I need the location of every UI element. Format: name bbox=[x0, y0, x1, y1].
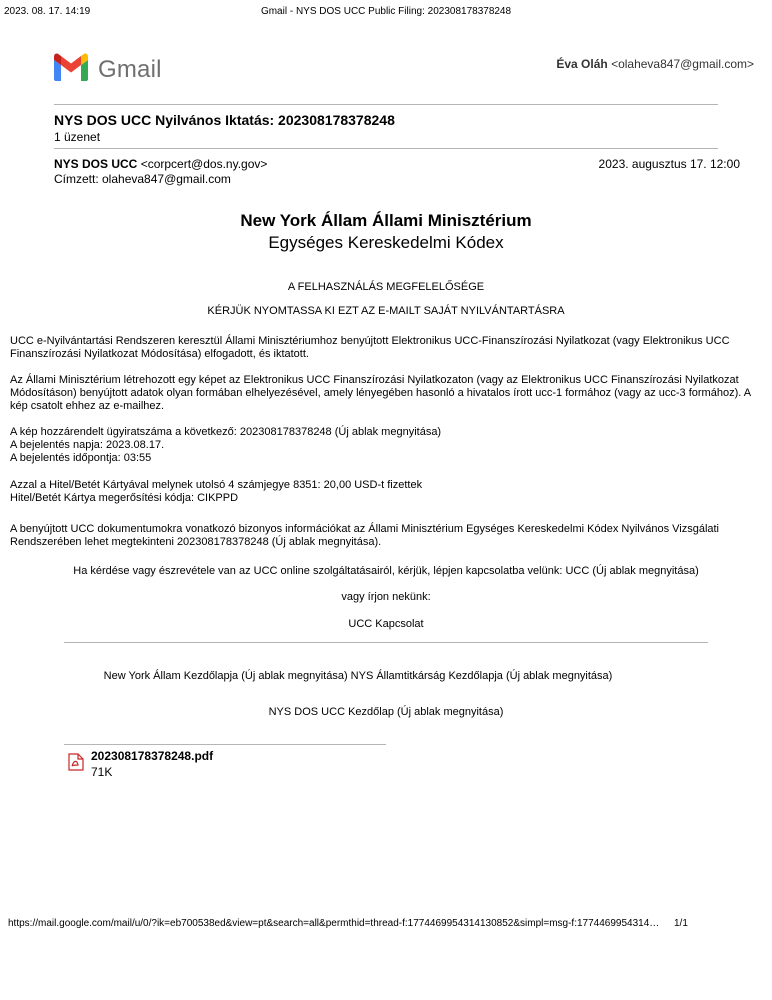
notice-print: KÉRJÜK NYOMTASSA KI EZT AZ E-MAILT SAJÁT NYILVÁNTARTÁSRA bbox=[207, 305, 565, 317]
paragraph-accepted bbox=[10, 335, 770, 361]
message-count: 1 üzenet bbox=[54, 130, 101, 144]
message-sender bbox=[54, 157, 267, 171]
print-title: Gmail - NYS DOS UCC Public Filing: 202308178378248 bbox=[260, 6, 512, 17]
footer-links-row-1[interactable]: New York Állam Kezdőlapja (Új ablak megnyitása) NYS Államtitkárság Kezdőlapja (Új ablak megnyitása) bbox=[103, 670, 613, 682]
contact-line: Ha kérdése vagy észrevétele van az UCC online szolgáltatásairól, kérjük, lépjen kapcsolatba velünk: UCC (Új ablak megnyitása) bbox=[73, 565, 699, 577]
gmail-m-icon bbox=[52, 52, 90, 87]
sender-email: <corpcert@dos.ny.gov> bbox=[140, 157, 268, 171]
message-date: 2023. augusztus 17. 12:00 bbox=[598, 157, 740, 171]
divider bbox=[64, 642, 708, 643]
pdf-file-icon bbox=[68, 753, 84, 776]
footer-links-row-2[interactable]: NYS DOS UCC Kezdőlap (Új ablak megnyitása) bbox=[268, 706, 504, 718]
attachment-name[interactable]: 202308178378248.pdf bbox=[91, 749, 214, 763]
paragraph-text: A benyújtott UCC dokumentumokra vonatkozó bizonyos információkat az Állami Minisztérium Egységes Kereskedelmi Kódex Nyilvános Vizsgálati Rendszerében lehet megtekinteni 202308178378248 (Új ablak megnyitása). bbox=[10, 523, 720, 548]
thread-subject: NYS DOS UCC Nyilvános Iktatás: 202308178378248 bbox=[54, 112, 395, 128]
paragraph-text: UCC e-Nyilvántartási Rendszeren keresztül Állami Minisztériumhoz benyújtott Elektronikus UCC-Finanszírozási Nyilatkozat (vagy Elektronikus UCC Finanszírozási Nyilatkozat Módosítása) elfogadott, és iktatott. bbox=[10, 335, 730, 360]
notice-usage: A FELHASZNÁLÁS MEGFELELŐSÉGE bbox=[287, 281, 485, 293]
or-write-line: vagy írjon nekünk: bbox=[341, 591, 431, 603]
contact-link[interactable]: UCC Kapcsolat bbox=[348, 618, 424, 630]
message-recipient: Címzett: olaheva847@gmail.com bbox=[54, 172, 231, 186]
payment-line: Azzal a Hitel/Betét Kártyával melynek utolsó 4 számjegye 8351: 20,00 USD-t fizettek bbox=[10, 479, 423, 491]
paragraph-filing-details bbox=[10, 426, 770, 465]
divider bbox=[54, 104, 718, 105]
attachment-divider bbox=[64, 744, 386, 745]
file-number-line: A kép hozzárendelt ügyiratszáma a következő: 202308178378248 (Új ablak megnyitása) bbox=[10, 426, 442, 438]
gmail-logo bbox=[52, 52, 162, 87]
account-info bbox=[556, 57, 754, 71]
paragraph-payment bbox=[10, 479, 770, 505]
attachment-size: 71K bbox=[91, 765, 113, 779]
print-page-number: 1/1 bbox=[674, 918, 688, 929]
paragraph-text: Az Állami Minisztérium létrehozott egy képet az Elektronikus UCC Finanszírozási Nyilatkozaton (vagy az Elektronikus UCC Finanszírozási Nyilatkozat Módosításon) benyújtott adatok olyan formában elhelyezésével, amely lényegében hasonló a hivatalos írott ucc-1 formához (vagy az ucc-3 formához). A kép csatolt ehhez az e-mailhez. bbox=[10, 374, 751, 412]
account-email: <olaheva847@gmail.com> bbox=[611, 57, 754, 71]
body-heading-1: New York Állam Állami Minisztérium bbox=[240, 211, 532, 230]
gmail-wordmark: Gmail bbox=[98, 55, 162, 83]
paragraph-search-info bbox=[10, 523, 770, 549]
body-heading-2: Egységes Kereskedelmi Kódex bbox=[268, 233, 504, 252]
print-date: 2023. 08. 17. 14:19 bbox=[4, 6, 91, 17]
confirmation-code-line: Hitel/Betét Kártya megerősítési kódja: CIKPPD bbox=[10, 492, 239, 504]
divider bbox=[54, 148, 718, 149]
print-url: https://mail.google.com/mail/u/0/?ik=eb700538ed&view=pt&search=all&permthid=thread-f:1774469954314130852&simpl=msg-f:1774469954314… bbox=[8, 918, 660, 929]
paragraph-image bbox=[10, 374, 770, 413]
filing-date-line: A bejelentés napja: 2023.08.17. bbox=[10, 439, 165, 451]
sender-name: NYS DOS UCC bbox=[54, 157, 138, 171]
filing-time-line: A bejelentés időpontja: 03:55 bbox=[10, 452, 152, 464]
account-name: Éva Oláh bbox=[556, 57, 608, 71]
